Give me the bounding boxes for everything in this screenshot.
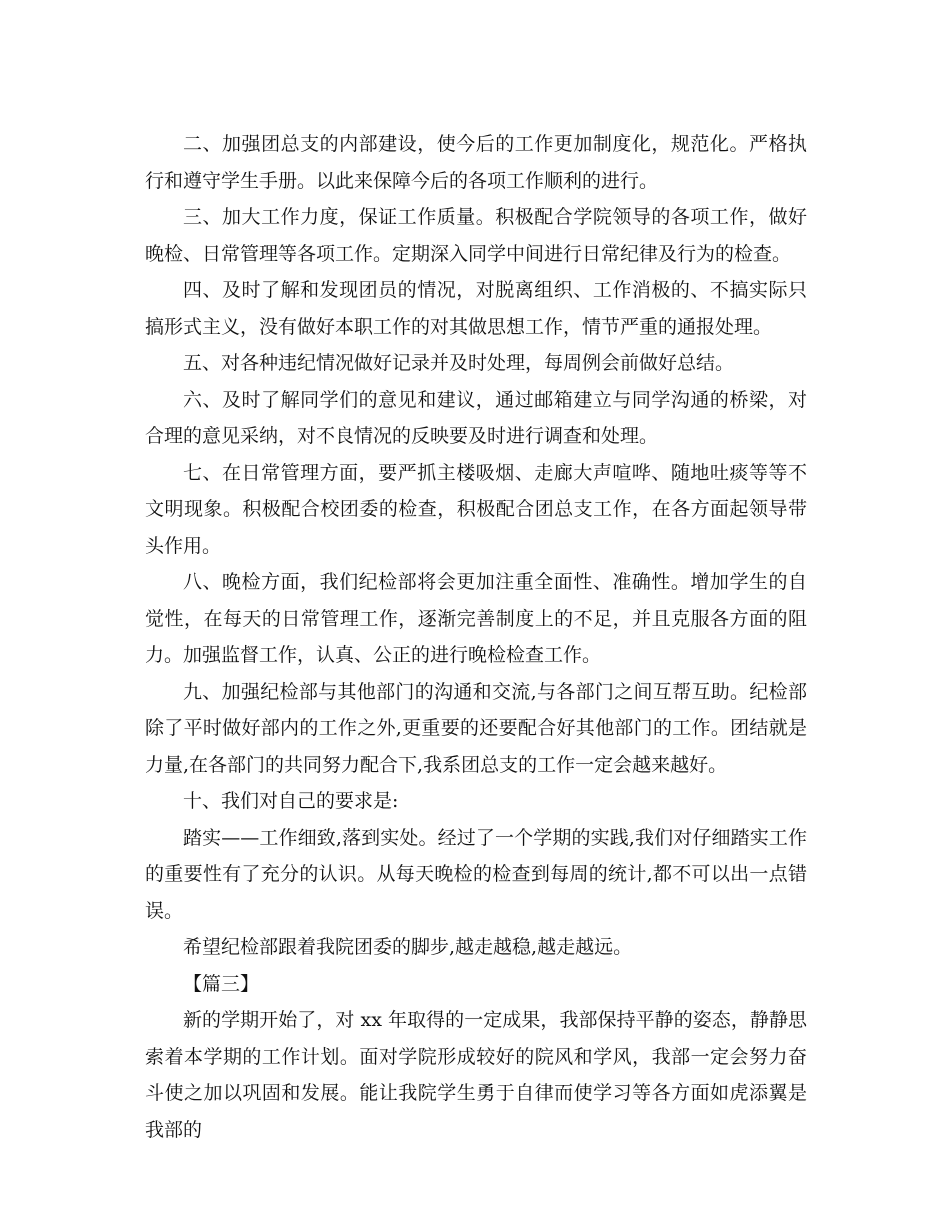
paragraph-new-semester: 新的学期开始了，对 xx 年取得的一定成果，我部保持平静的姿态，静静思索着本学期的工作计划。面对学院形成较好的院风和学风，我部一定会努力奋斗使之加以巩固和发展。能让我院学生勇于自律而使学习等各方面如虎添翼是我部的: [145, 1009, 807, 1141]
paragraph-hope: 希望纪检部跟着我院团委的脚步,越走越稳,越走越远。: [183, 936, 633, 958]
section-heading: 【篇三】: [183, 972, 260, 995]
paragraph-3: 三、加大工作力度，保证工作质量。积极配合学院领导的各项工作，做好晚检、日常管理等各项工作。定期深入同学中间进行日常纪律及行为的检查。: [145, 206, 807, 265]
paragraph-6: 六、及时了解同学们的意见和建议，通过邮箱建立与同学沟通的桥梁，对合理的意见采纳，对不良情况的反映要及时进行调查和处理。: [145, 388, 807, 447]
paragraph-9: 九、加强纪检部与其他部门的沟通和交流,与各部门之间互帮互助。纪检部除了平时做好部内的工作之外,更重要的还要配合好其他部门的工作。团结就是力量,在各部门的共同努力配合下,我系团总支的工作一定会越来越好。: [145, 680, 807, 776]
paragraph-10: 十、我们对自己的要求是:: [183, 790, 399, 812]
paragraph-2: 二、加强团总支的内部建设，使今后的工作更加制度化，规范化。严格执行和遵守学生手册。以此来保障今后的各项工作顺利的进行。: [145, 133, 807, 192]
paragraph-8: 八、晚检方面，我们纪检部将会更加注重全面性、准确性。增加学生的自觉性，在每天的日常管理工作，逐渐完善制度上的不足，并且克服各方面的阻力。加强监督工作，认真、公正的进行晚检检查工作。: [145, 571, 807, 666]
paragraph-requirement: 踏实——工作细致,落到实处。经过了一个学期的实践,我们对仔细踏实工作的重要性有了充分的认识。从每天晚检的检查到每周的统计,都不可以出一点错误。: [145, 826, 807, 922]
paragraph-4: 四、及时了解和发现团员的情况，对脱离组织、工作消极的、不搞实际只搞形式主义，没有做好本职工作的对其做思想工作，情节严重的通报处理。: [145, 279, 807, 338]
paragraph-5: 五、对各种违纪情况做好记录并及时处理，每周例会前做好总结。: [183, 352, 735, 374]
paragraph-7: 七、在日常管理方面，要严抓主楼吸烟、走廊大声喧哗、随地吐痰等等不文明现象。积极配合校团委的检查，积极配合团总支工作，在各方面起领导带头作用。: [145, 461, 807, 557]
document-body: [145, 126, 807, 1148]
